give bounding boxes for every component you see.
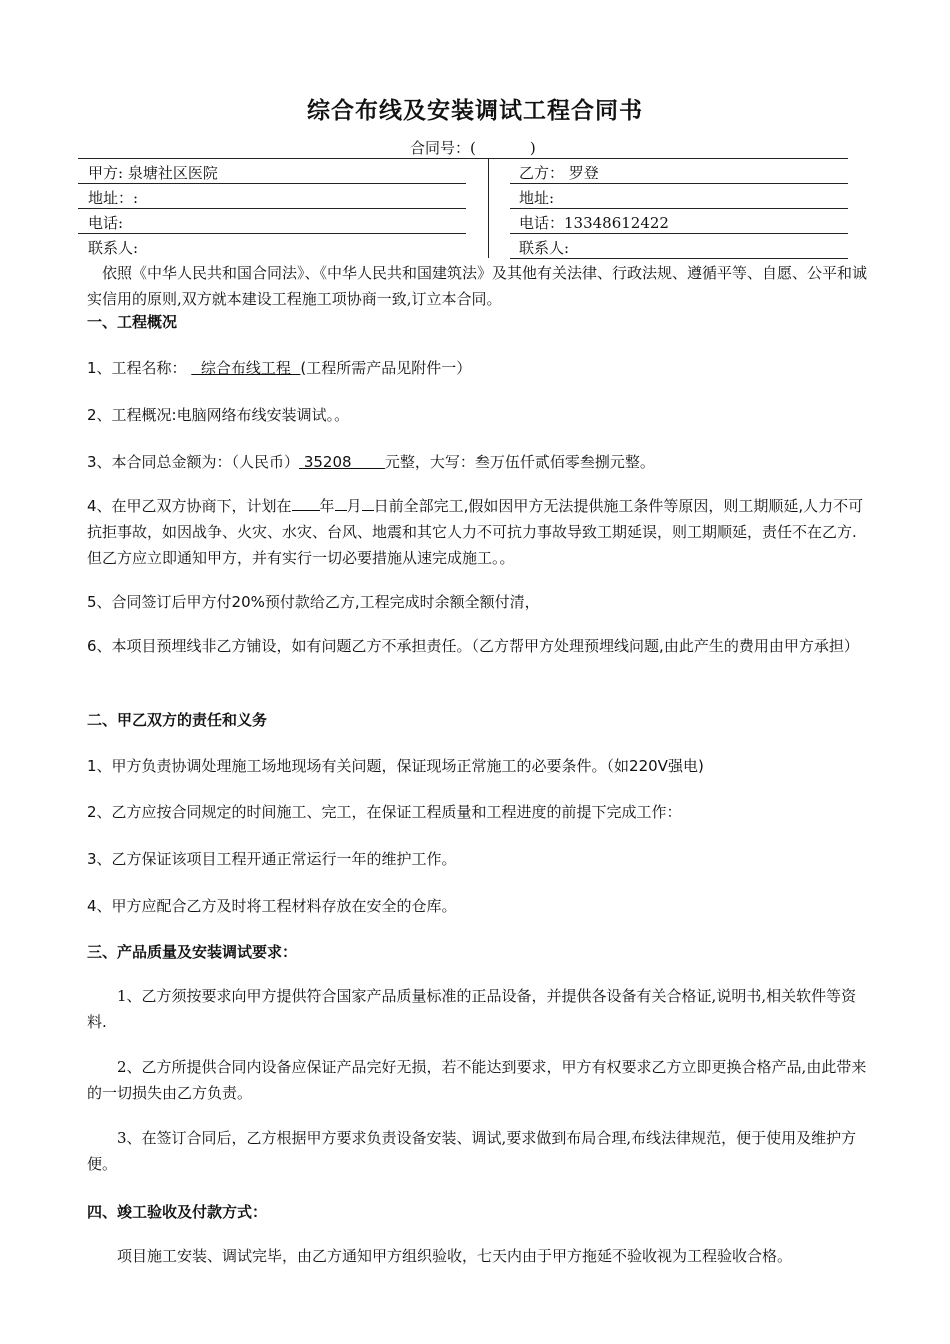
s1-item-4-c: 月 [346,497,362,515]
s1-item-3-prefix: 3、本合同总金额为：（人民币） [87,453,300,471]
s4-paragraph-1: 项目施工安装、调试完毕，由乙方通知甲方组织验收，七天内由于甲方拖延不验收视为工程验收合格。 [117,1247,793,1265]
section-1-heading: 一、工程概况 [87,313,178,331]
s3-item-2: 2、乙方所提供合同内设备应保证产品完好无损，若不能达到要求，甲方有权要求乙方立即更换合格产品,由此带来的一切损失由乙方负责。 [87,1058,867,1102]
s3-item-3: 3、在签订合同后，乙方根据甲方要求负责设备安装、调试,要求做到布局合理,布线法律规范，便于使用及维护方便。 [87,1129,857,1173]
day-blank [362,495,374,511]
s1-item-1 [87,357,471,378]
s3-item-1: 1、乙方须按要求向甲方提供符合国家产品质量标准的正品设备，并提供各设备有关合格证,说明书,相关软件等资料. [87,987,857,1031]
s1-item-4-d: 日前全部完工,假如因甲方无法提供施工条件等原因，则工期顺延,人力不可抗拒事故，如因战争、火灾、水灾、台风、地震和其它人力不可抗力事故导致工期延误，则工期顺延，责任不在乙方.但乙方应立即通知甲方，并有实行一切必要措施从速完成施工。。 [87,497,864,567]
party-b-rule-3 [510,233,848,234]
s1-item-4 [87,493,867,571]
s1-item-1-suffix: (工程所需产品见附件一） [300,359,472,377]
s2-item-4: 4、甲方应配合乙方及时将工程材料存放在安全的仓库。 [87,897,457,915]
contract-number-close: ) [529,139,536,157]
s1-item-2: 2、工程概况:电脑网络布线安装调试。。 [87,406,350,424]
party-b-phone: 电话：13348612422 [519,214,669,232]
project-name: 综合布线工程 [191,359,301,377]
party-b-contact: 联系人: [519,239,570,257]
section-4-heading: 四、竣工验收及付款方式： [87,1203,268,1221]
section-3-heading: 三、产品质量及安装调试要求： [87,943,298,961]
party-b-rule-1 [510,183,848,184]
s1-item-5: 5、合同签订后甲方付20%预付款给乙方,工程完成时余额全额付清， [87,593,540,611]
s1-item-1-prefix: 1、工程名称： [87,359,187,377]
month-blank [335,495,347,511]
contract-number [410,137,536,158]
s1-item-6: 6、本项目预埋线非乙方铺设，如有问题乙方不承担责任。（乙方帮甲方处理预埋线问题,由此产生的费用由甲方承担） [87,637,859,655]
party-b-rule-2 [510,208,848,209]
party-a-rule-2 [78,208,466,209]
intro-paragraph: 依照《中华人民共和国合同法》、《中华人民共和国建筑法》及其他有关法律、行政法规、遵循平等、自愿、公平和诚实信用的原则,双方就本建设工程施工项协商一致,订立本合同。 [87,264,868,308]
party-b-rule-4 [510,258,848,259]
section-2-heading: 二、甲乙双方的责任和义务 [87,711,268,729]
party-a-phone: 电话: [88,214,124,232]
s2-item-2: 2、乙方应按合同规定的时间施工、完工，在保证工程质量和工程进度的前提下完成工作： [87,803,682,821]
document-title: 综合布线及安装调试工程合同书 [307,98,643,124]
s2-item-1: 1、甲方负责协调处理施工场地现场有关问题，保证现场正常施工的必要条件。（如220V强电) [87,757,704,775]
s2-item-3: 3、乙方保证该项目工程开通正常运行一年的维护工作。 [87,850,457,868]
contract-number-label: 合同号：( [410,139,476,157]
party-a-name: 甲方: 泉塘社区医院 [88,164,218,182]
party-divider [488,159,489,258]
contract-amount: 35208 [299,453,385,471]
year-blank [292,495,320,511]
party-a-contact: 联系人: [88,239,139,257]
party-a-rule-3 [78,233,466,234]
party-b-address: 地址: [519,189,555,207]
s1-item-4-b: 年 [319,497,335,515]
party-a-rule-1 [78,183,466,184]
s1-item-3-suffix: 元整，大写：叁万伍仟贰佰零叁捌元整。 [384,453,655,471]
s1-item-4-a: 4、在甲乙双方协商下，计划在 [87,497,292,515]
party-a-address: 地址：: [88,189,139,207]
party-table-top-rule [78,158,848,159]
party-b-name: 乙方： 罗登 [519,164,599,182]
s1-item-3 [87,451,655,472]
